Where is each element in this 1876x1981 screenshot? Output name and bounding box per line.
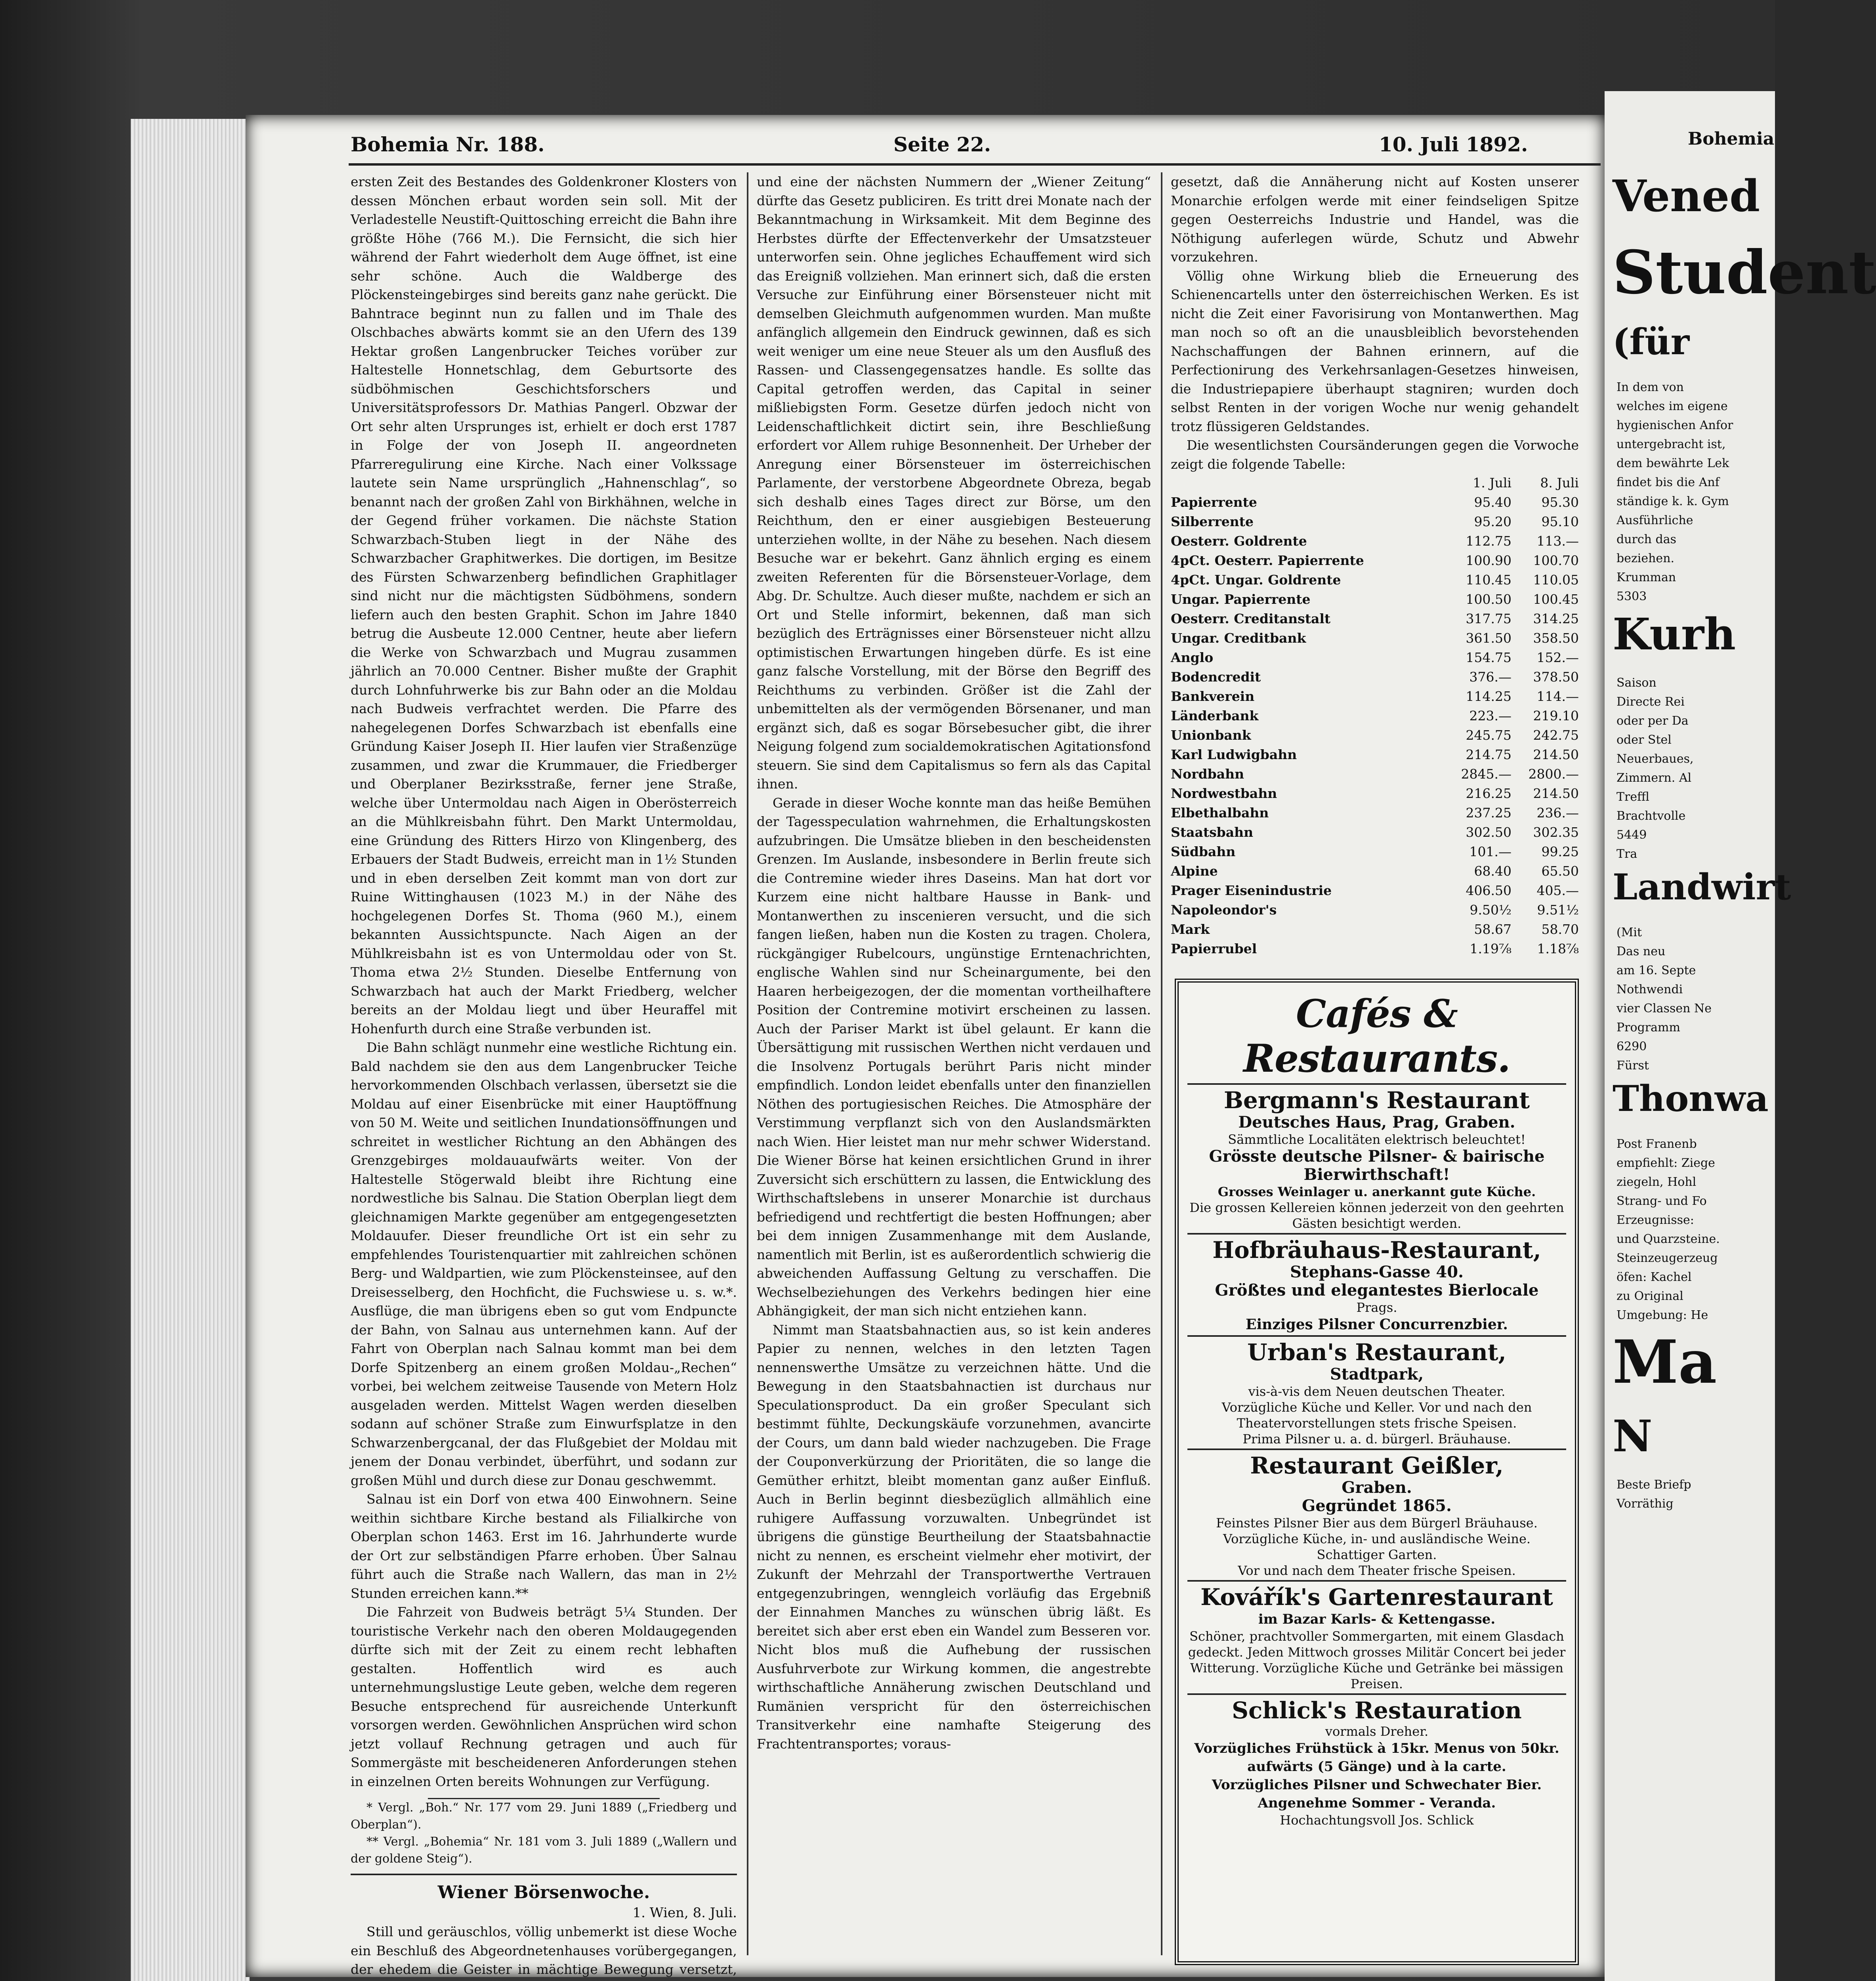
table-cell-value: 100.90 xyxy=(1466,552,1511,568)
table-row xyxy=(1171,745,1579,764)
ad-geissler xyxy=(1187,1449,1566,1580)
table-row xyxy=(1171,687,1579,706)
adjacent-page-line: Vorräthig xyxy=(1616,1497,1674,1511)
ad-text: Vorzügliches Frühstück à 15kr. Menus von 50kr. aufwärts (5 Gänge) und à la carte. xyxy=(1194,1741,1559,1775)
table-row xyxy=(1171,725,1579,745)
article-paragraph: Die wesentlichsten Coursänderungen gegen die Vorwoche zeigt die folgende Tabelle: xyxy=(1171,437,1579,472)
ad-text: Prags. xyxy=(1356,1300,1397,1315)
adjacent-page-line: Zimmern. Al xyxy=(1616,771,1692,785)
adjacent-page-line: hygienischen Anfor xyxy=(1616,418,1733,432)
table-cell-value: 100.70 xyxy=(1533,552,1579,568)
adjacent-page-line: findet bis die Anf xyxy=(1616,475,1720,489)
table-cell-value: 214.50 xyxy=(1533,746,1579,762)
table-cell-name: Karl Ludwigbahn xyxy=(1171,746,1297,762)
adjacent-page-line: (Mit xyxy=(1616,926,1642,939)
table-row xyxy=(1171,939,1579,958)
ad-subtitle: vormals Dreher. xyxy=(1325,1724,1429,1739)
table-cell-name: Papierrente xyxy=(1171,494,1257,510)
header-rule xyxy=(349,163,1601,166)
adjacent-page-line: In dem von xyxy=(1616,380,1684,394)
adjacent-page-line: dem bewährte Lek xyxy=(1616,456,1729,470)
table-cell-value: 216.25 xyxy=(1466,785,1511,801)
adjacent-page-line: 5449 xyxy=(1616,828,1647,842)
table-cell-value: 302.35 xyxy=(1533,824,1579,840)
ad-text: Sämmtliche Localitäten elektrisch beleuchtet! xyxy=(1228,1132,1526,1147)
table-cell-value: 378.50 xyxy=(1533,669,1579,685)
adjacent-page-line: Directe Rei xyxy=(1616,695,1685,709)
adjacent-page-line: Landwirt xyxy=(1613,866,1791,908)
ad-text: Die grossen Kellereien können jederzeit von den geehrten Gästen besichtigt werden. xyxy=(1189,1200,1564,1231)
adjacent-page-line: öfen: Kachel xyxy=(1616,1270,1692,1284)
table-row xyxy=(1171,570,1579,590)
table-row xyxy=(1171,842,1579,861)
table-cell-value: 358.50 xyxy=(1533,630,1579,646)
column-2 xyxy=(757,172,1151,1963)
table-row xyxy=(1171,900,1579,920)
header-page-number: Seite 22. xyxy=(893,133,991,156)
table-cell-value: 1.18⅞ xyxy=(1537,941,1579,956)
table-cell-name: Oesterr. Goldrente xyxy=(1171,533,1307,549)
table-row xyxy=(1171,706,1579,725)
table-cell-value: 112.75 xyxy=(1466,533,1511,549)
table-cell-value: 1.19⅞ xyxy=(1470,941,1511,956)
table-cell-value: 2800.— xyxy=(1528,766,1579,782)
table-cell-name: Ungar. Creditbank xyxy=(1171,630,1306,646)
table-row xyxy=(1171,590,1579,609)
table-cell-name: Bankverein xyxy=(1171,688,1255,704)
table-cell-name: Nordwestbahn xyxy=(1171,785,1277,801)
adjacent-page-line: untergebracht ist, xyxy=(1616,437,1726,451)
table-cell-value: 405.— xyxy=(1536,882,1579,898)
table-row xyxy=(1171,531,1579,551)
adjacent-page-line: am 16. Septe xyxy=(1616,964,1696,977)
table-row xyxy=(1171,823,1579,842)
table-cell-name: Elbethalbahn xyxy=(1171,805,1269,821)
adjacent-page-line: oder per Da xyxy=(1616,714,1689,728)
adjacent-page-line: Thonwa xyxy=(1613,1078,1769,1120)
ad-kovarik xyxy=(1187,1580,1566,1693)
table-cell-value: 110.05 xyxy=(1533,572,1579,588)
table-cell-value: 101.— xyxy=(1469,844,1511,859)
table-cell-value: 2845.— xyxy=(1461,766,1511,782)
ad-text: Einziges Pilsner Concurrenzbier. xyxy=(1246,1316,1508,1333)
table-row xyxy=(1171,764,1579,784)
table-cell-value: 99.25 xyxy=(1541,844,1579,859)
adjacent-page-line: empfiehlt: Ziege xyxy=(1616,1156,1715,1170)
table-cell-value: 152.— xyxy=(1536,649,1579,665)
adjacent-page-line: oder Stel xyxy=(1616,733,1672,747)
header-paper-number: Bohemia Nr. 188. xyxy=(351,133,545,156)
table-cell-name: Ungar. Papierrente xyxy=(1171,591,1311,607)
adjacent-page-line: Fürst xyxy=(1616,1059,1649,1073)
table-cell-value: 100.50 xyxy=(1466,591,1511,607)
ad-subtitle: Stadtpark, xyxy=(1330,1365,1424,1384)
adjacent-page-line: Steinzeugerzeug xyxy=(1616,1251,1718,1265)
table-cell-value: 219.10 xyxy=(1533,708,1579,723)
article-paragraph: Völlig ohne Wirkung blieb die Erneuerung des Schienencartells unter den österreichischen Werken. Es ist nicht die Zeit einer Favorisirung von Montanwerthen. Mag man noch so oft an die unausbleiblich bevorstehenden Nachschaffungen der Bahnen erinnern, auf die Perfectionirung des Verkehrsanlagen-Gesetzes hinweisen, die Industriepapiere überhaupt stagniren; wurden doch selbst Renten in der vorigen Woche nur wenig gehandelt trotz flüssigeren Geldstandes. xyxy=(1171,268,1579,434)
ad-name: Kovářík's Gartenrestaurant xyxy=(1200,1584,1553,1611)
table-cell-value: 406.50 xyxy=(1466,882,1511,898)
adjacent-page-line: Nothwendi xyxy=(1616,983,1683,996)
table-row xyxy=(1171,881,1579,900)
column-3 xyxy=(1171,172,1579,969)
table-cell-value: 361.50 xyxy=(1466,630,1511,646)
table-row xyxy=(1171,667,1579,687)
adjacent-page-line: Programm xyxy=(1616,1021,1680,1034)
adjacent-page-line: Beste Briefp xyxy=(1616,1478,1691,1492)
table-cell-value: 376.— xyxy=(1469,669,1511,685)
adjacent-page-line: Krumman xyxy=(1616,571,1676,584)
table-cell-name: Länderbank xyxy=(1171,708,1259,723)
adjacent-page-line: Neuerbaues, xyxy=(1616,752,1694,766)
ad-urban xyxy=(1187,1335,1566,1449)
table-cell-value: 65.50 xyxy=(1541,863,1579,879)
table-cell-name: Oesterr. Creditanstalt xyxy=(1171,611,1331,626)
table-cell-name: Papierrubel xyxy=(1171,941,1257,956)
adjacent-page-line: Tra xyxy=(1616,847,1637,861)
table-row xyxy=(1171,512,1579,531)
table-cell-name: Prager Eisenindustrie xyxy=(1171,882,1332,898)
adjacent-page-line: Brachtvolle xyxy=(1616,809,1686,823)
ad-name: Urban's Restaurant, xyxy=(1247,1339,1506,1366)
adjacent-page-line: Ausführliche xyxy=(1616,513,1693,527)
table-row xyxy=(1171,861,1579,881)
adjacent-page-line: beziehen. xyxy=(1616,552,1675,565)
footnote: * Vergl. „Boh.“ Nr. 177 vom 29. Juni 1889 („Friedberg und Oberplan“). xyxy=(351,1801,737,1832)
table-cell-name: Alpine xyxy=(1171,863,1218,879)
ad-section-title: Cafés & Restaurants. xyxy=(1243,991,1510,1081)
table-cell-value: 245.75 xyxy=(1466,727,1511,743)
adjacent-page-fragment xyxy=(1605,91,1876,1981)
table-cell-name: Bodencredit xyxy=(1171,669,1261,685)
book-page-edges xyxy=(131,119,250,1981)
adjacent-page-line: 6290 xyxy=(1616,1040,1647,1053)
ad-name: Schlick's Restauration xyxy=(1232,1697,1522,1724)
article-paragraph: Die Fahrzeit von Budweis beträgt 5¼ Stunden. Der touristische Verkehr nach den oberen Moldaugegenden dürfte sich mit der Zeit zu einem recht lebhaften gestalten. Hoffentlich wird es auch unternehmungslustige Leute geben, welche dem regeren Besuche entsprechend für ausreichende Unterkunft vorsorgen werden. Gewöhnlichen Ansprüchen wird schon jetzt vollauf Rechnung getragen und auch für Sommergäste mit bescheideneren Anforderungen stehen in einzelnen Orten bereits Wohnungen zur Verfügung. xyxy=(351,1604,737,1789)
adjacent-page-line: Strang- und Fo xyxy=(1616,1194,1707,1208)
adjacent-page-line: zu Original xyxy=(1616,1289,1683,1303)
newspaper-page xyxy=(246,115,1605,1977)
table-cell-name: Silberrente xyxy=(1171,513,1254,529)
table-cell-value: 154.75 xyxy=(1466,649,1511,665)
adjacent-page-line: Student xyxy=(1613,238,1876,307)
ad-text: Gegründet 1865. xyxy=(1302,1496,1452,1515)
table-cell-name: 4pCt. Ungar. Goldrente xyxy=(1171,572,1341,588)
table-cell-value: 95.20 xyxy=(1474,513,1511,529)
section-rule xyxy=(351,1874,737,1875)
table-cell-value: 95.30 xyxy=(1541,494,1579,510)
table-cell-value: 114.— xyxy=(1536,688,1579,704)
article-paragraph: Salnau ist ein Dorf von etwa 400 Einwohnern. Seine weithin sichtbare Kirche bestand als Filialkirche von Oberplan schon 1463. Erst im 16. Jahrhunderte wurde der Ort zur selbständigen Pfarre erhoben. Über Salnau führt auch die Straße nach Wallern, das man in 2½ Stunden erreichen kann.** xyxy=(351,1491,737,1601)
ad-subtitle: im Bazar Karls- & Kettengasse. xyxy=(1258,1611,1496,1627)
table-cell-value: 236.— xyxy=(1536,805,1579,821)
table-cell-name: 4pCt. Oesterr. Papierrente xyxy=(1171,552,1364,568)
article-paragraph: Gerade in dieser Woche konnte man das heiße Bemühen der Tagesspeculation wahrnehmen, die Erhaltungskosten aufzubringen. Die Umsätze blieben in den bescheidensten Grenzen. Im Auslande, insbesondere in Berlin freute sich die Contremine wieder ihres Daseins. Man hat dort vor Kurzem eine nicht haltbare Hausse in Bank- und Montanwerthen zu inscenieren versucht, und die sich fangen ließen, haben nun die Kosten zu tragen. Cholera, rückgängiger Rubelcours, ungünstige Erntenachrichten, englische Wahlen sind nur Scheinargumente, bei den Haaren herbeigezogen, der die momentan vortheilhaftere Position der Contremine motivirt erscheinen zu lassen. Auch der Pariser Markt ist übel gelaunt. Er kann die Übersättigung mit russischen Werthen nicht verdauen und die Insolvenz Portugals berührt Paris nicht minder empfindlich. London leidet ebenfalls unter den finanziellen Nöthen des portugiesischen Reiches. Die Atmosphäre der Verstimmung verpflanzt sich von den Auslandsmärkten nach Wien. Hier leistet man nur mehr schwer Widerstand. Die Wiener Börse hat keinen ersichtlichen Grund in ihrer Zuversicht sich erschüttern zu lassen, die Entwicklung des Wirthschaftslebens in unserer Monarchie ist durchaus befriedigend und rechtfertigt die besten Hoffnungen; aber bei dem innigen Zusammenhange mit dem Auslande, namentlich mit Berlin, ist es außerordentlich schwierig die abweichenden Auffassung Geltung zu verschaffen. Die Wechselbeziehungen des Verkehrs bedingen hier eine Abhängigkeit, der man sich nicht entziehen kann. xyxy=(757,795,1151,1319)
adjacent-page-line: ziegeln, Hohl xyxy=(1616,1175,1697,1189)
adjacent-page-line: und Quarzsteine. xyxy=(1616,1232,1720,1246)
ad-schlick xyxy=(1187,1693,1566,1830)
ad-name: Bergmann's Restaurant xyxy=(1223,1087,1530,1114)
column-divider xyxy=(1161,172,1162,1955)
table-cell-value: 113.— xyxy=(1536,533,1579,549)
table-row xyxy=(1171,628,1579,648)
adjacent-page-line: vier Classen Ne xyxy=(1616,1002,1712,1015)
table-cell-value: 114.25 xyxy=(1466,688,1511,704)
adjacent-page-line: welches im eigene xyxy=(1616,399,1728,413)
table-cell-value: 58.70 xyxy=(1541,921,1579,937)
ad-text: vis-à-vis dem Neuen deutschen Theater. xyxy=(1248,1384,1506,1399)
ad-text: Schöner, prachtvoller Sommergarten, mit einem Glasdach gedeckt. Jeden Mittwoch grosses Militär Concert bei jeder Witterung. Vorzügliche Küche und Getränke bei mässigen Preisen. xyxy=(1188,1629,1566,1691)
adjacent-page-line: Vened xyxy=(1613,170,1760,221)
table-cell-name: Staatsbahn xyxy=(1171,824,1254,840)
section-title: Wiener Börsenwoche. xyxy=(437,1882,650,1903)
adjacent-page-line: Umgebung: He xyxy=(1616,1308,1708,1322)
ad-text: Prima Pilsner u. a. d. bürgerl. Bräuhause. xyxy=(1242,1431,1511,1447)
adjacent-page-line: Post Franenb xyxy=(1616,1137,1697,1151)
adjacent-page-line: Das neu xyxy=(1616,945,1666,958)
adjacent-page-line: Ma xyxy=(1613,1327,1717,1397)
table-cell-value: 95.10 xyxy=(1541,513,1579,529)
ad-hofbraeuhaus xyxy=(1187,1233,1566,1335)
table-cell-value: 68.40 xyxy=(1474,863,1511,879)
table-cell-name: Mark xyxy=(1171,921,1210,937)
ad-bergmann xyxy=(1187,1083,1566,1233)
ad-text: Feinstes Pilsner Bier aus dem Bürgerl Bräuhause. Vorzügliche Küche, in- und ausländische Weine. Schattiger Garten. xyxy=(1216,1515,1538,1562)
ad-text: Grösste deutsche Pilsner- & bairische Bierwirthschaft! xyxy=(1209,1147,1545,1184)
table-cell-value: 223.— xyxy=(1469,708,1511,723)
table-cell-value: 9.50½ xyxy=(1470,902,1511,918)
table-row xyxy=(1171,492,1579,512)
adjacent-page-header: Bohemia xyxy=(1688,129,1775,149)
column-divider xyxy=(747,172,748,1955)
table-cell-value: 95.40 xyxy=(1474,494,1511,510)
article-paragraph: ersten Zeit des Bestandes des Goldenkroner Klosters von dessen Mönchen erbaut worden sein soll. Mit der Verladestelle Neustift-Quittosching erreicht die Bahn ihre größte Höhe (766 M.). Die Fernsicht, die sich hier während der Fahrt wiederholt dem Auge öffnet, ist eine sehr schöne. Auch die Waldberge des Plöckensteingebirges sind bereits ganz nahe gerückt. Die Bahntrace beginnt nun zu fallen und im Thale des Olschbaches abwärts kommt sie an den Ufern des 139 Hektar großen Langenbrucker Teiches vorüber zur Haltestelle Honnetschlag, dem Geburtsorte des südböhmischen Geschichtsforschers und Universitätsprofessors Dr. Mathias Pangerl. Obzwar der Ort sehr alten Ursprunges ist, erhielt er doch erst 1787 in Folge der von Joseph II. angeordneten Pfarreregulirung eine Kirche. Nach einer Volkssage lautete sein Name ursprünglich „Hahnenschlag“, so benannt nach der großen Zahl von Birkhähnen, welche in der Gegend früher vorkamen. Die nächste Station Schwarzbach-Stuben liegt in der Nähe des Schwarzbacher Graphitwerkes. Die dortigen, im Besitze des Fürsten Schwarzenberg befindlichen Graphitlager sind nicht nur die mächtigsten Südböhmens, sondern liefern auch den besten Graphit. Schon im Jahre 1840 betrug die Ausbeute 12.000 Centner, heute aber liefern die Werke von Schwarzbach und Mugrau zusammen jährlich an 70.000 Centner. Bisher mußte der Graphit durch Lohnfuhrwerke bis zur Bahn oder an die Moldau nach Budweis verfrachtet werden. Die Pfarre des nahegelegenen Dorfes Schwarzbach ist ebenfalls eine Gründung Kaiser Joseph II. Hier laufen vier Straßenzüge zusammen, und zwar die Krummauer, die Friedberger und Oberplaner Bezirksstraße, ferner jene Straße, welche über Untermoldau nach Aigen in Oberösterreich an die Mühlkreisbahn führt. Den Markt Untermoldau, eine Gründung des Ritters Hirzo von Klingenberg, des Erbauers der Stadt Budweis, erreicht man in 1½ Stunden und in eben derselben Zeit kommt man von dort zur Ruine Wittinghausen (1023 M.) in der Nähe des hochgelegenen Dorfes St. Thoma (960 M.), einem bekannten Aussichtspuncte. Nach Aigen an der Mühlkreisbahn ist es von Untermoldau oder von St. Thoma etwa 2½ Stunden. Dieselbe Entfernung von Schwarzbach hat auch der Markt Friedberg, welcher bereits an der Moldau liegt und über Heuraffel mit Hohenfurth durch eine Straße verbunden ist. xyxy=(351,174,737,1036)
advertisement-box xyxy=(1175,979,1579,1965)
table-cell-name: Südbahn xyxy=(1171,844,1236,859)
table-row xyxy=(1171,609,1579,628)
adjacent-page-line: Saison xyxy=(1616,676,1657,690)
table-cell-value: 314.25 xyxy=(1533,611,1579,626)
table-header xyxy=(1171,473,1579,492)
adjacent-page-line: N xyxy=(1613,1410,1653,1462)
ad-text: Vor und nach dem Theater frische Speisen. xyxy=(1238,1563,1516,1578)
table-header-cell: 8. Juli xyxy=(1540,475,1579,490)
column-1 xyxy=(351,172,737,1977)
header-date: 10. Juli 1892. xyxy=(1379,133,1528,156)
adjacent-page-line: Erzeugnisse: xyxy=(1616,1213,1694,1227)
table-cell-name: Unionbank xyxy=(1171,727,1251,743)
adjacent-page-line: (für xyxy=(1613,321,1690,363)
table-row xyxy=(1171,803,1579,823)
table-cell-value: 302.50 xyxy=(1466,824,1511,840)
table-row xyxy=(1171,784,1579,803)
ad-text: Größtes und elegantestes Bierlocale xyxy=(1215,1281,1539,1300)
footnote: ** Vergl. „Bohemia“ Nr. 181 vom 3. Juli 1889 („Wallern und der goldene Steig“). xyxy=(351,1835,737,1866)
table-row xyxy=(1171,648,1579,667)
article-paragraph: und eine der nächsten Nummern der „Wiener Zeitung“ dürfte das Gesetz publiciren. Es tritt drei Monate nach der Bekanntmachung in Wirksamkeit. Mit dem Beginne des Herbstes dürfte der Effectenverkehr der Umsatzsteuer unterworfen sein. Ohne jegliches Echauffement wird sich das Ereigniß vollziehen. Man erinnert sich, daß die ersten Versuche zur Einführung einer Börsensteuer nicht mit demselben Gleichmuth aufgenommen wurden. Man mußte anfänglich allgemein den Eindruck gewinnen, daß es sich weit weniger um eine neue Steuer als um den Ausfluß des Rassen- und Classengegensatzes handle. Es sollte das Capital getroffen werden, das Capital in seiner mißliebigsten Form. Gesetze dürfen jedoch nicht von Leidenschaftlichkeit dictirt sein, ihre Beschließung erfordert vor Allem ruhige Besonnenheit. Der Urheber der Anregung einer Börsensteuer im österreichischen Parlamente, der verstorbene Abgeordnete Obreza, begab sich deshalb eines Tages direct zur Börse, um den Reichthum, den er einer ausgiebigen Besteuerung unterziehen wollte, in der Nähe zu besehen. Nach diesem Besuche war er bekehrt. Ganz ähnlich erging es einem zweiten Referenten für die Börsensteuer-Vorlage, dem Abg. Dr. Schultze. Auch dieser mußte, nachdem er sich an Ort und Stelle informirt, bekennen, daß man sich bezüglich des Erträgnisses einer Börsensteuer nicht allzu optimistischen Erwartungen hingeben dürfe. Es ist eine ganz falsche Vorstellung, mit der Börse den Begriff des Reichthums zu verbinden. Größer ist die Zahl der unbemittelten als der vermögenden Börsenaner, und man ergänzt sich, daß es sogar Börsebesucher gibt, die ihrer Neigung folgend zum socialdemokratischen Agitationsfond steuern. Sie sind dem Capitalismus so fern als das Capital ihnen. xyxy=(757,174,1151,792)
ad-subtitle: Deutsches Haus, Prag, Graben. xyxy=(1238,1113,1515,1132)
adjacent-page-line: 5303 xyxy=(1616,590,1647,603)
table-cell-name: Nordbahn xyxy=(1171,766,1244,782)
adjacent-page-line: Treffl xyxy=(1616,790,1650,804)
adjacent-page-line: durch das xyxy=(1616,532,1677,546)
article-paragraph: Nimmt man Staatsbahnactien aus, so ist kein anderes Papier zu nennen, welches in den letzten Tagen nennenswerthe Umsätze zu verzeichnen hätte. Und die Bewegung in den Staatsbahnactien ist durchaus nur Speculationsproduct. Da ein großer Speculant sich bestimmt fühlte, Deckungskäufe vorzunehmen, avancirte der Cours, um dann bald wieder nachzugeben. Die Frage der Couponverkürzung der Prioritäten, die so lange die Gemüther erhitzt, bleibt momentan ganz außer Einfluß. Auch in Berlin beginnt diesbezüglich allmählich eine ruhigere Auffassung vorzuwalten. Unbegründet ist übrigens die günstige Beurtheilung der Staatsbahnactie nicht zu nennen, es erscheint vielmehr eher motivirt, der Zukunft der Mehrzahl der Transportwerthe Vertrauen entgegenzubringen, wenngleich vorläufig das Ergebniß der Einnahmen Manches zu wünschen übrig läßt. Es bereitet sich aber erst eben ein Wandel zum Besseren vor. Nicht blos muß die Aufhebung der russischen Ausfuhrverbote zur Wirkung kommen, die angestrebte wirthschaftliche Annäherung zwischen Deutschland und Rumänien verspricht für den österreichischen Transitverkehr eine namhafte Steigerung des Frachtentransportes; voraus- xyxy=(757,1322,1151,1752)
table-cell-value: 242.75 xyxy=(1533,727,1579,743)
ad-text: Hochachtungsvoll Jos. Schlick xyxy=(1280,1813,1474,1828)
table-cell-value: 317.75 xyxy=(1466,611,1511,626)
section-dateline: 1. Wien, 8. Juli. xyxy=(632,1905,737,1921)
article-paragraph: gesetzt, daß die Annäherung nicht auf Kosten unserer Monarchie erfolgen werde mit einer feindseligen Spitze gegen Oesterreichs Industrie und Handel, was die Nöthigung auferlegen würde, Schutz und Abwehr vorzukehren. xyxy=(1171,174,1579,265)
ad-subtitle: Stephans-Gasse 40. xyxy=(1290,1263,1464,1281)
rate-table xyxy=(1171,492,1579,958)
ad-text: Vorzügliches Pilsner und Schwechater Bier. xyxy=(1212,1777,1542,1793)
ad-text: Vorzügliche Küche und Keller. Vor und nach den Theatervorstellungen stets frische Speisen. xyxy=(1221,1400,1532,1431)
table-cell-value: 237.25 xyxy=(1466,805,1511,821)
table-row xyxy=(1171,551,1579,570)
ad-text: Grosses Weinlager u. anerkannt gute Küche. xyxy=(1218,1184,1536,1199)
ad-subtitle: Graben. xyxy=(1342,1478,1412,1497)
table-header-cell: 1. Juli xyxy=(1473,475,1511,490)
adjacent-page-line: ständige k. k. Gym xyxy=(1616,494,1729,508)
table-cell-value: 9.51½ xyxy=(1537,902,1579,918)
table-cell-value: 58.67 xyxy=(1474,921,1511,937)
article-paragraph: Die Bahn schlägt nunmehr eine westliche Richtung ein. Bald nachdem sie den aus dem Langenbrucker Teiche hervorkommenden Olschbach verlassen, übersetzt sie die Moldau auf einer Eisenbrücke mit einer Hauptöffnung von 50 M. Weite und seitlichen Inundationsöffnungen und schreitet in westlicher Richtung an den Abhängen des Grenzgebirges moldauaufwärts weiter. Von der Haltestelle Stögerwald bleibt ihre Richtung eine nordwestliche bis Salnau. Die Station Oberplan liegt dem gleichnamigen Markte gegenüber am entgegengesetzten Moldauufer. Dieser freundliche Ort ist ein sehr zu empfehlendes Touristenquartier mit zahlreichen schönen Berg- und Waldpartien, wie zum Plöckensteinsee, auf den Dreisesselberg, den Hochficht, die Fuchswiese u. s. w.*. Ausflüge, die man übrigens eben so gut vom Endpuncte der Bahn, von Salnau aus unternehmen kann. Auf der Fahrt von Oberplan nach Salnau kommt man bei dem Dorfe Spitzenberg an einem großen Moldau-„Rechen“ vorbei, bei welchem zeitweise Tausende von Metern Holz ausgeladen werden. Mittelst Wagen werden dieselben sodann auf schöner Straße zum Einwurfsplatze in den Schwarzenbergcanal, der das Flußgebiet der Moldau mit jenem der Donau verbindet, überführt, und sodann zur großen Mühl und durch diese zur Donau geschwemmt. xyxy=(351,1040,737,1488)
table-row xyxy=(1171,920,1579,939)
table-cell-value: 214.50 xyxy=(1533,785,1579,801)
table-cell-value: 110.45 xyxy=(1466,572,1511,588)
table-cell-value: 100.45 xyxy=(1533,591,1579,607)
table-cell-name: Anglo xyxy=(1171,649,1214,665)
table-cell-name: Napoleondor's xyxy=(1171,902,1277,918)
ad-name: Hofbräuhaus-Restaurant, xyxy=(1212,1237,1541,1263)
adjacent-page-line: Kurh xyxy=(1613,609,1736,660)
table-cell-value: 214.75 xyxy=(1466,746,1511,762)
ad-name: Restaurant Geißler, xyxy=(1250,1452,1504,1479)
article-paragraph: Still und geräuschlos, völlig unbemerkt ist diese Woche ein Beschluß des Abgeordnetenhauses vorübergegangen, der ehedem die Geister in mächtige Bewegung versetzt, xyxy=(351,1924,737,1977)
ad-text: Angenehme Sommer - Veranda. xyxy=(1258,1795,1496,1811)
